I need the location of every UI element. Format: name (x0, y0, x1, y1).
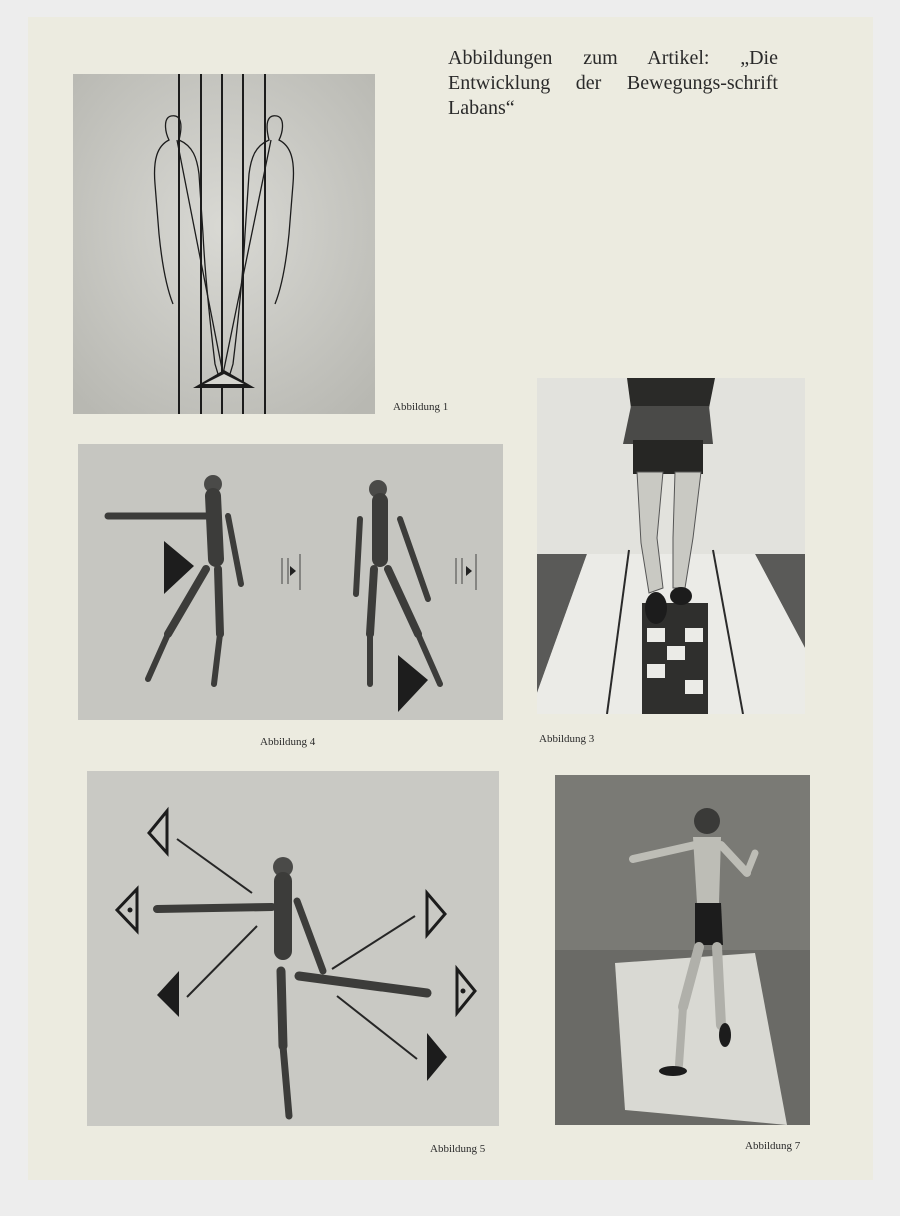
figure-1-image (73, 74, 375, 414)
figure-5-caption: Abbildung 5 (430, 1143, 486, 1155)
page-heading: Abbildungen zum Artikel: „Die Entwicklung der Bewegungs-schrift Labans“ (448, 47, 778, 119)
figure-4-caption: Abbildung 4 (260, 736, 316, 748)
figure-3-image (537, 378, 805, 714)
figure-3-caption: Abbildung 3 (539, 733, 595, 745)
figure-4-image (78, 444, 503, 720)
figure-1-caption: Abbildung 1 (393, 401, 449, 413)
figure-5-image (87, 771, 499, 1126)
figure-7-image (555, 775, 810, 1125)
figure-7-caption: Abbildung 7 (745, 1140, 801, 1152)
